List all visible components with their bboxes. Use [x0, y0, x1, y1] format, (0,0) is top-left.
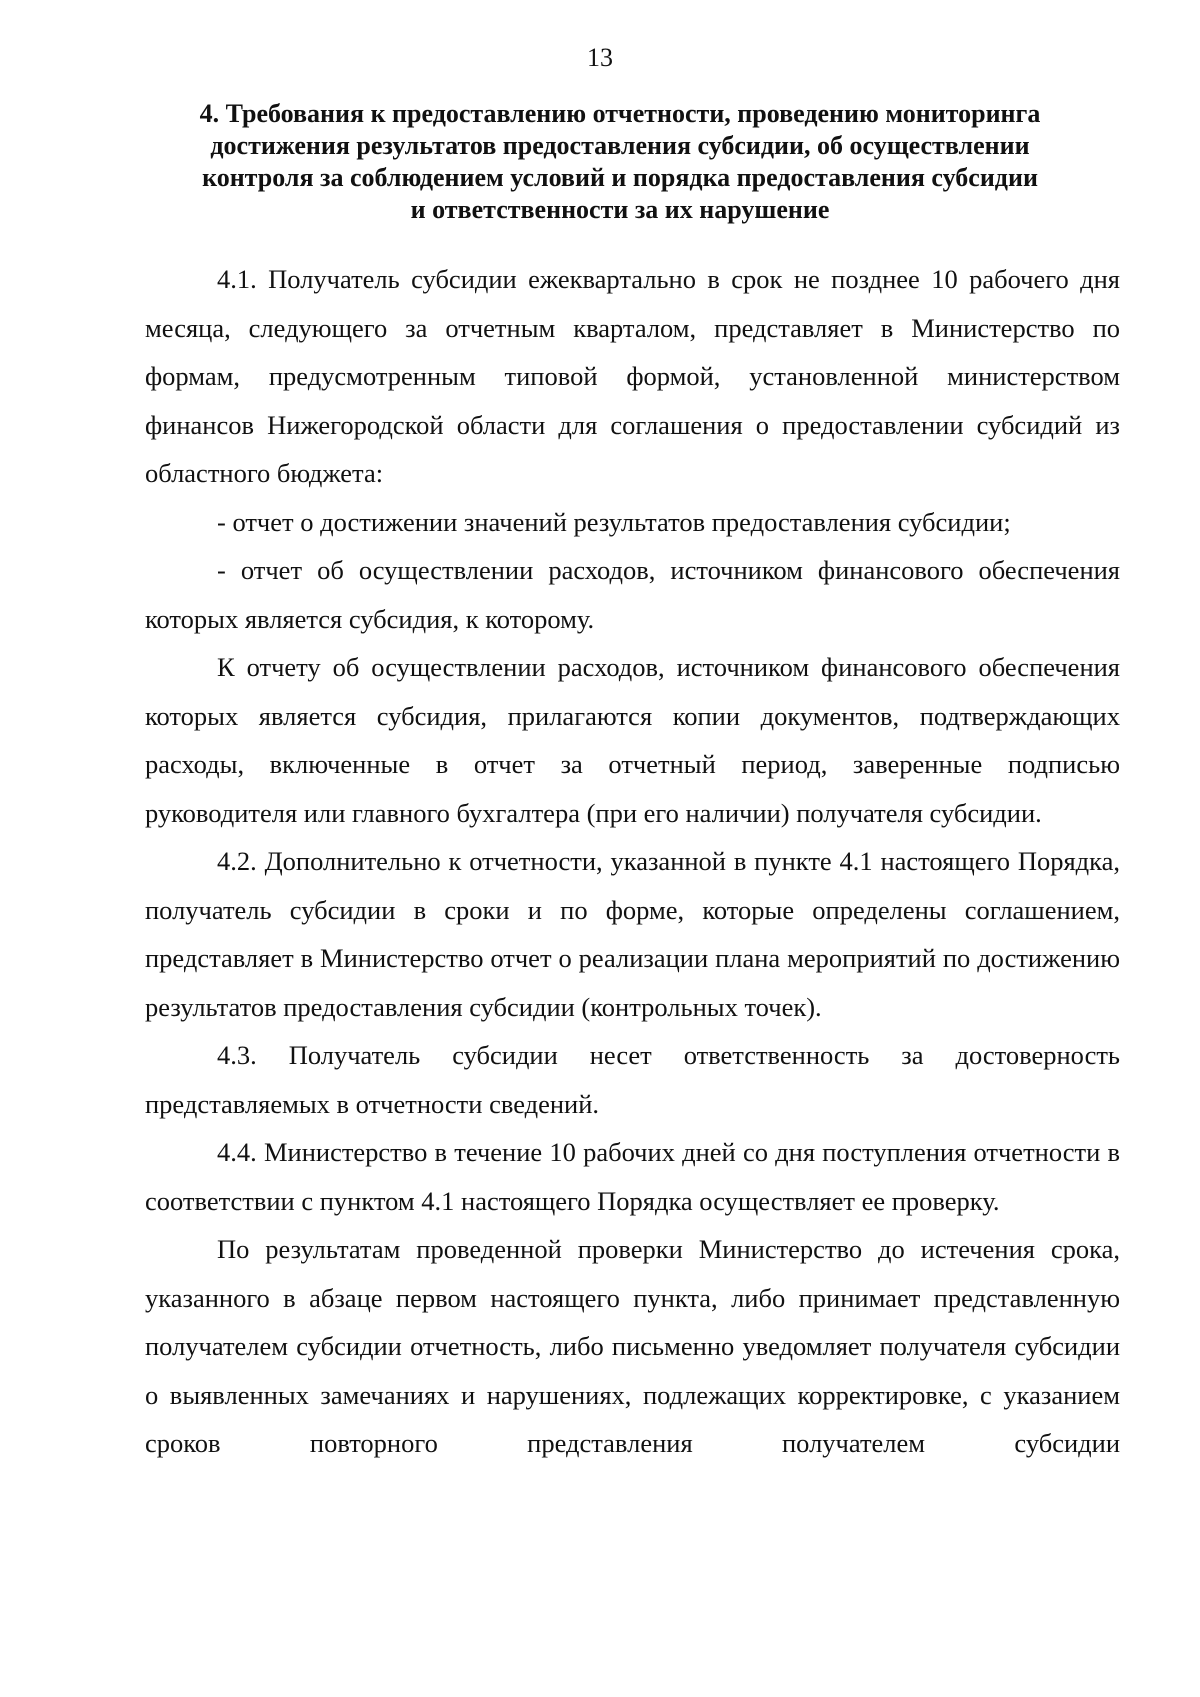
paragraph-review-results: По результатам проведенной проверки Министерство до истечения срока, указанного в абзаце первом настоящего пункта, либо принимает представленную получателем субсидии отчетность, либо письменно уведомляет получателя субсидии о выявленных замечаниях и нарушениях, подлежащих корректировке, с указанием сроков повторного представления получателем субсидии — [145, 1234, 1120, 1458]
paragraph-4-3: 4.3. Получатель субсидии несет ответственность за достоверность представляемых в отчетности сведений. — [145, 1040, 1120, 1119]
heading-line: достижения результатов предоставления субсидии, об осуществлении — [210, 131, 1030, 160]
list-item-report-expenses: - отчет об осуществлении расходов, источником финансового обеспечения которых является субсидия, к которому. — [145, 555, 1120, 634]
heading-line: и ответственности за их нарушение — [410, 195, 830, 224]
section-heading — [140, 98, 1100, 226]
paragraph-attachments: К отчету об осуществлении расходов, источником финансового обеспечения которых является субсидия, прилагаются копии документов, подтверждающих расходы, включенные в отчет за отчетный период, заверенные подписью руководителя или главного бухгалтера (при его наличии) получателя субсидии. — [145, 652, 1120, 828]
page-number: 13 — [587, 43, 613, 72]
list-item-report-results: - отчет о достижении значений результатов предоставления субсидии; — [217, 506, 1011, 537]
paragraph-4-1: 4.1. Получатель субсидии ежеквартально в срок не позднее 10 рабочего дня месяца, следующего за отчетным кварталом, представляет в Министерство по формам, предусмотренным типовой формой, установленной министерством финансов Нижегородской области для соглашения о предоставлении субсидий из областного бюджета: — [145, 264, 1120, 488]
paragraph-4-2: 4.2. Дополнительно к отчетности, указанной в пункте 4.1 настоящего Порядка, получатель субсидии в сроки и по форме, которые определены соглашением, представляет в Министерство отчет о реализации плана мероприятий по достижению результатов предоставления субсидии (контрольных точек). — [145, 846, 1120, 1022]
document-body — [145, 255, 1120, 1468]
paragraph-4-4: 4.4. Министерство в течение 10 рабочих дней со дня поступления отчетности в соответствии с пунктом 4.1 настоящего Порядка осуществляет ее проверку. — [145, 1137, 1120, 1216]
heading-line: 4. Требования к предоставлению отчетности, проведению мониторинга — [199, 99, 1041, 128]
heading-line: контроля за соблюдением условий и порядка предоставления субсидии — [202, 163, 1038, 192]
